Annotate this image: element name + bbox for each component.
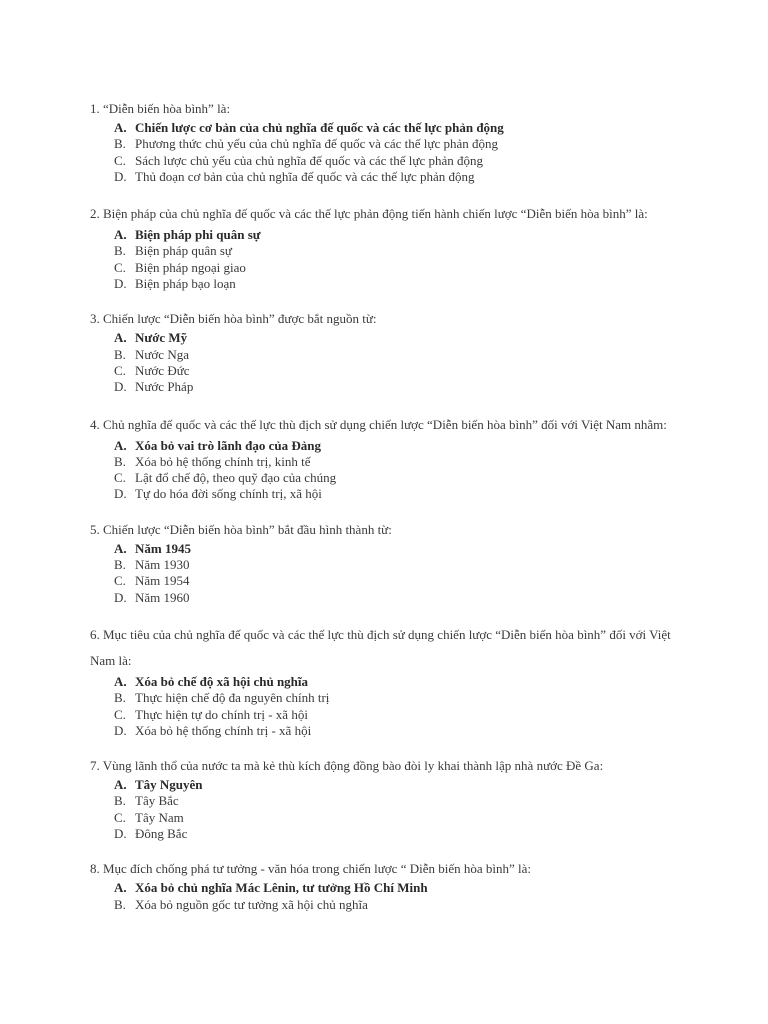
option-d <box>114 379 680 395</box>
option-list <box>90 120 680 185</box>
option-list <box>90 541 680 606</box>
option-letter: D. <box>114 276 127 292</box>
option-d <box>114 486 680 502</box>
question-text: 5. Chiến lược “Diễn biến hòa bình” bắt đầu hình thành từ: <box>90 521 392 537</box>
option-b <box>114 243 680 259</box>
question-text: 3. Chiến lược “Diễn biến hòa bình” được bắt nguồn từ: <box>90 311 377 327</box>
option-list <box>90 777 680 842</box>
document-page <box>90 98 680 929</box>
option-letter: C. <box>114 809 126 825</box>
option-letter: A. <box>114 777 127 793</box>
option-list <box>90 674 680 739</box>
option-text: Nước Nga <box>135 346 189 362</box>
option-b <box>114 793 680 809</box>
option-list <box>90 227 680 292</box>
option-letter: B. <box>114 453 126 469</box>
option-list <box>90 330 680 395</box>
option-b <box>114 136 680 152</box>
option-text: Biện pháp bạo loạn <box>135 276 236 292</box>
option-text: Xóa bỏ nguồn gốc tư tưởng xã hội chủ nghĩa <box>135 896 368 912</box>
option-text: Biện pháp ngoại giao <box>135 259 246 275</box>
question-text: 2. Biện pháp của chủ nghĩa đế quốc và các thế lực phản động tiến hành chiến lược “Diễn biến hòa bình” là: <box>90 206 648 222</box>
option-a <box>114 120 680 136</box>
option-a <box>114 880 680 896</box>
option-a <box>114 330 680 346</box>
option-text: Năm 1954 <box>135 573 190 589</box>
option-text: Chiến lược cơ bản của chủ nghĩa đế quốc và các thế lực phản động <box>135 120 504 135</box>
option-letter: D. <box>114 486 127 502</box>
option-text: Năm 1945 <box>135 540 191 556</box>
option-d <box>114 723 680 739</box>
option-b <box>114 557 680 573</box>
option-text: Xóa bỏ vai trò lãnh đạo của Đảng <box>135 437 321 453</box>
option-letter: A. <box>114 330 127 346</box>
option-b <box>114 454 680 470</box>
option-letter: B. <box>114 243 126 259</box>
option-text: Năm 1960 <box>135 589 190 605</box>
question-text: 6. Mục tiêu của chủ nghĩa đế quốc và các thế lực thù địch sử dụng chiến lược “Diễn biến hòa bình” đối với Việt Nam là: <box>90 626 671 668</box>
option-text: Thực hiện tự do chính trị - xã hội <box>135 706 308 722</box>
option-letter: C. <box>114 573 126 589</box>
option-text: Thủ đoạn cơ bản của chủ nghĩa đế quốc và các thế lực phản động <box>135 168 475 184</box>
option-text: Sách lược chủ yếu của chủ nghĩa đế quốc và các thế lực phản động <box>135 152 484 168</box>
option-text: Đông Bắc <box>135 826 188 842</box>
option-text: Xóa bỏ chủ nghĩa Mác Lênin, tư tưởng Hồ Chí Minh <box>135 880 428 896</box>
option-c <box>114 363 680 379</box>
option-b <box>114 690 680 706</box>
option-letter: D. <box>114 589 127 605</box>
question-text: 1. “Diễn biến hòa bình” là: <box>90 101 231 116</box>
option-letter: D. <box>114 168 127 184</box>
option-letter: B. <box>114 557 126 573</box>
option-c <box>114 573 680 589</box>
option-c <box>114 470 680 486</box>
option-text: Xóa bỏ chế độ xã hội chủ nghĩa <box>135 673 309 689</box>
option-letter: A. <box>114 540 127 556</box>
option-letter: D. <box>114 826 127 842</box>
option-c <box>114 260 680 276</box>
option-list <box>90 438 680 503</box>
option-letter: D. <box>114 722 127 738</box>
question-6 <box>90 622 680 739</box>
option-a <box>114 227 680 243</box>
option-letter: A. <box>114 437 127 453</box>
option-c <box>114 153 680 169</box>
question-3 <box>90 308 680 395</box>
option-c <box>114 810 680 826</box>
question-4 <box>90 412 680 503</box>
option-text: Tây Nam <box>135 809 184 825</box>
question-7 <box>90 755 680 842</box>
question-text: 8. Mục đích chống phá tư tưởng - văn hóa trong chiến lược “ Diễn biến hòa bình” là: <box>90 861 532 877</box>
option-list <box>90 880 680 913</box>
option-letter: A. <box>114 880 127 896</box>
option-text: Thực hiện chế độ đa nguyên chính trị <box>135 690 330 706</box>
option-letter: B. <box>114 793 126 809</box>
option-letter: A. <box>114 120 127 135</box>
option-text: Nước Mỹ <box>135 330 188 346</box>
option-text: Phương thức chủ yếu của chủ nghĩa đế quốc và các thế lực phản động <box>135 136 499 152</box>
option-text: Năm 1930 <box>135 557 190 573</box>
option-a <box>114 541 680 557</box>
option-letter: A. <box>114 227 127 243</box>
question-text: 4. Chủ nghĩa đế quốc và các thế lực thù địch sử dụng chiến lược “Diễn biến hòa bình” đối với Việt Nam nhằm: <box>90 416 667 432</box>
option-letter: A. <box>114 673 127 689</box>
question-8 <box>90 858 680 913</box>
option-d <box>114 276 680 292</box>
option-text: Biện pháp phi quân sự <box>135 227 261 243</box>
question-5 <box>90 519 680 606</box>
option-letter: B. <box>114 136 126 152</box>
option-text: Nước Pháp <box>135 379 194 395</box>
option-b <box>114 347 680 363</box>
option-letter: B. <box>114 896 126 912</box>
option-text: Tây Nguyên <box>135 777 203 793</box>
question-1 <box>90 98 680 185</box>
option-text: Biện pháp quân sự <box>135 243 232 259</box>
option-c <box>114 707 680 723</box>
option-d <box>114 590 680 606</box>
option-letter: B. <box>114 346 126 362</box>
question-2 <box>90 201 680 292</box>
question-text: 7. Vùng lãnh thổ của nước ta mà kẻ thù kích động đồng bào đòi ly khai thành lập nhà nước Đề Ga: <box>90 758 604 774</box>
option-b <box>114 897 680 913</box>
option-letter: C. <box>114 362 126 378</box>
option-text: Xóa bỏ hệ thống chính trị - xã hội <box>135 722 312 738</box>
option-text: Tây Bắc <box>135 793 179 809</box>
option-letter: B. <box>114 690 126 706</box>
option-letter: C. <box>114 152 126 168</box>
option-a <box>114 674 680 690</box>
option-d <box>114 169 680 185</box>
option-letter: D. <box>114 379 127 395</box>
option-letter: C. <box>114 259 126 275</box>
option-text: Tự do hóa đời sống chính trị, xã hội <box>135 486 322 502</box>
option-text: Lật đổ chế độ, theo quỹ đạo của chúng <box>135 470 337 486</box>
option-letter: C. <box>114 470 126 486</box>
option-a <box>114 777 680 793</box>
option-letter: C. <box>114 706 126 722</box>
option-d <box>114 826 680 842</box>
option-text: Nước Đức <box>135 362 190 378</box>
option-text: Xóa bỏ hệ thống chính trị, kinh tế <box>135 453 311 469</box>
option-a <box>114 438 680 454</box>
